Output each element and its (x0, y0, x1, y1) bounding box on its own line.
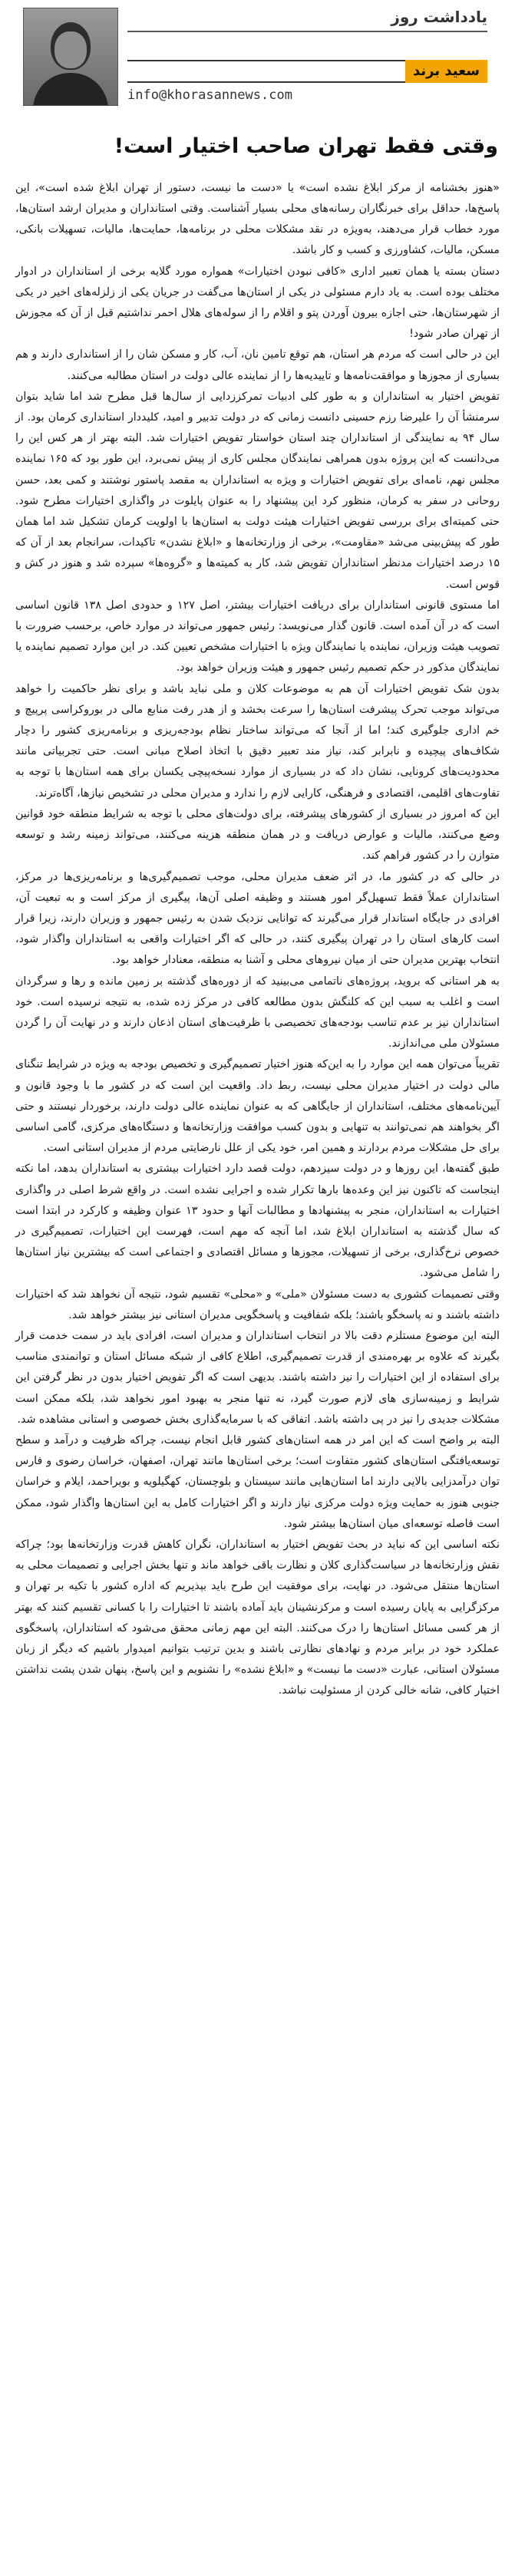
paragraph: اما مستوی قانونی استانداران برای دریافت اختیارات بیشتر، اصل ۱۲۷ و حدودی اصل ۱۳۸ قانون اساسی است که در آن آمده است. قانون گذار می‌نویسد: رئیس جمهور می‌تواند در موارد خاص، برحسب ضرورت با تصویب هیئت وزیران، نماینده یا نمایندگان ویژه با اختیارات مشخص تعیین کند. در این موارد تصمیم نماینده یا نمایندگان مذکور در حکم تصمیم رئیس جمهور و هیئت وزیران خواهد بود. (15, 599, 500, 675)
paragraph: تقریباً می‌توان همه این موارد را به این‌که هنوز اختیار تصمیم‌گیری و تخصیص بودجه به ویژه در شرایط تنگنای مالی دولت در اختیار مدیران محلی نیست، ربط داد. واقعیت این است که در کشور ما با وجود قانون و آیین‌نامه‌های مختلف، استانداران از جایگاهی که به عنوان نماینده عالی دولت دارند، برخوردار نیستند و حتی اگر بخواهند هم نمی‌توانند به تنهایی و بدون کسب موافقت وزارتخانه‌ها و دستگاه‌های مرکزی، گامی اساسی برای حل مشکلات مردم بردارند و همین امر، خود یکی از علل نارضایتی مردم از مدیران استانی است. (15, 1058, 500, 1155)
author-photo (23, 8, 118, 106)
author-name: سعید برند (405, 60, 487, 83)
paragraph: وقتی تصمیمات کشوری به دست مسئولان «ملی» و «محلی» تقسیم شود، نتیجه آن نخواهد شد که اختیارات داشته باشند و نه پاسخگو باشند؛ بلکه شفافیت و پاسخگویی مدیران استانی نیز بیشتر خواهد شد. (15, 1288, 500, 1321)
paragraph: البته بر واضح است که این امر در همه استان‌های کشور قابل انجام نیست، چراکه ظرفیت و درآمد و سطح توسعه‌یافتگی استان‌های کشور متفاوت است؛ برخی استان‌ها مانند تهران، اصفهان، خراسان رضوی و فارس توان درآمدزایی بالایی دارند اما استان‌هایی مانند سیستان و بلوچستان، کهگیلویه و بویراحمد، ایلام و خراسان جنوبی هنوز به حمایت ویژه دولت مرکزی نیاز دارند و اگر اختیارات کامل به این استان‌ها واگذار شود، ممکن است فاصله توسعه‌ای میان استان‌ها بیشتر شود. (15, 1433, 500, 1530)
author-email[interactable]: info@khorasannews.com (127, 87, 292, 103)
article-title: وقتی فقط تهران صاحب اختیار است! (114, 134, 498, 158)
column-header (12, 0, 503, 121)
section-label: یادداشت روز (391, 8, 487, 26)
photo-face (54, 31, 87, 68)
paragraph: نکته اساسی این که نباید در بحث تفویض اختیار به استانداران، نگران کاهش قدرت وزارتخانه‌ها بود؛ چراکه نقش وزارتخانه‌ها در سیاست‌گذاری کلان و نظارت باقی خواهد ماند و تنها بخش اجرایی و تصمیمات محلی به استان‌ها منتقل می‌شود. در نهایت، برای موفقیت این طرح باید بپذیریم که اداره کشور با تکیه بر تهران و مرکزگرایی به پایان رسیده است و مرکزنشینان باید آماده باشند تا اختیارات را با کسانی تقسیم کنند که بهتر از هر کسی مسائل استان‌ها را درک می‌کنند. البته این مهم زمانی محقق می‌شود که استانداران، پاسخگوی عملکرد خود در برابر مردم و نهادهای نظارتی باشند و بدین ترتیب بتوانیم امیدوار باشیم که دیگر از زبان مسئولان استانی، عبارت «دست ما نیست» و «ابلاغ نشده» را نشنویم و این پاسخ، پنهان شدن پشت نداشتن اختیار کافی، شانه خالی کردن از مسئولیت نباشد. (15, 1539, 500, 1697)
paragraph: البته این موضوع مستلزم دقت بالا در انتخاب استانداران و مدیران است، افرادی باید در سمت خدمت قرار بگیرند که علاوه بر بهره‌مندی از قدرت تصمیم‌گیری، اطلاع کافی از شبکه مسائل استان و توانمندی مناسب برای استفاده از این اختیارات را نیز داشته باشند. بدیهی است که اگر تفویض اختیار بدون در نظر گرفتن این شرایط و زمینه‌سازی های لازم صورت گیرد، نه تنها منجر به بهبود امور نخواهد شد، بلکه ممکن است مشکلات جدیدی را نیز در پی داشته باشد. اتفاقی که با سرمایه‌گذاری بخش خصوصی و استانی مشاهده شد. (15, 1329, 500, 1426)
photo-shoulders (33, 73, 108, 106)
paragraph: این که امروز در بسیاری از کشورهای پیشرفته، برای دولت‌های محلی با توجه به شرایط منطقه خود قوانین وضع می‌کنند، مالیات و عوارض دریافت و در همان منطقه هزینه می‌کنند، می‌تواند زمینه رشد و توسعه متوازن را در کشور فراهم کند. (15, 807, 500, 863)
article-body (12, 178, 503, 1702)
paragraph: بدون شک تفویض اختیارات آن هم به موضوعات کلان و ملی نباید باشد و برای نظر حاکمیت را خواهد می‌تواند موجب تحرک پیشرفت استان‌ها را سرعت بخشد و از هدر رفت منابع مالی در بوروکراسی پرپیچ و خم اداری جلوگیری کند؛ اما از آنجا که می‌تواند ساختار نظام بودجه‌ریزی و برنامه‌ریزی کشور را دچار شکاف‌های پیچیده و نابرابر کند، نیاز مند تعبیر دقیق با اتخاذ اصلاح مبانی است. حتی تجربیاتی مانند محدودیت‌های کرونایی، نشان داد که در بسیاری از موارد نسخه‌پیچی یکسان برای همه استان‌ها با توجه به تفاوت‌های اقلیمی، اقتصادی و فرهنگی، کارایی لازم را ندارد و مدیران محلی در تشخیص نیازها، آگاه‌ترند. (15, 682, 500, 800)
paragraph: تفویض اختیار به استانداران و به طور کلی ادبیات تمرکززدایی از سال‌ها قبل مطرح شد اما شاید بتوان سرمنشأ آن را علیرضا رزم حسینی دانست زمانی که در دولت تدبیر و امید، کلیددار استانداری کرمان بود. از سال ۹۴ به نمایندگی از استانداران چند استان خواستار تفویض اختیارات شد. البته بهتر از هر کس این را می‌دانست که این پروژه بدون همراهی نمایندگان مجلس کاری از پیش نمی‌برد، این طور بود که ۱۶۵ نماینده مجلس نهم، نامه‌ای برای تفویض اختیارات و ویژه به استانداران به مقصد پاستور نوشتند و کمی بعد، حسن روحانی در سفر به کرمان، منظور کرد این پیشنهاد را به عنوان پایلوت در واگذاری اختیارات مطرح شود. حتی کمیته‌ای برای بررسی تفویض اختیارات هیئت دولت به استان‌ها با اولویت کرمان تشکیل شد اما همان طور که پیش‌بینی می‌شد «مقاومت»، برخی از وزارتخانه‌ها و «ابلاغ نشدن» تاکیدات، سرانجام بعد از آن که ۱۵ درصد اختیارات مدنظر استانداران تفویض شد، کار به کمیته‌ها و «گروه‌ها» سپرده شد و هنوز در کش و قوس است. (15, 390, 500, 591)
paragraph: دستان بسته یا همان تعبیر اداری «کافی نبودن اختیارات» همواره مورد گلایه برخی از استانداران در ادوار مختلف بوده است. به یاد دارم مسئولی در یکی از استان‌ها می‌گفت در جریان یکی از زلزله‌های اخیر در یکی از شهرستان‌ها، حتی اجازه بیرون آوردن پتو و اقلام را از سوله‌های هلال احمر نداشتیم قبل از آن که مجوزش از تهران صادر شود! (15, 265, 500, 341)
author-bar (127, 60, 487, 83)
paragraph: طبق گفته‌ها، این روزها و در دولت سیزدهم، دولت قصد دارد اختیارات بیشتری به استانداران بدهد، اما نکته اینجاست که تاکنون نیز این وعده‌ها بارها تکرار شده و اجرایی نشده است. در واقع شرط اصلی در واگذاری اختیارات به استانداران، منجر به پیشنهادها و مطالبات آنها و حدود ۱۳ عنوان وظیفه و کارکرد در ابتدا است که سال گذشته به استانداران ابلاغ شد، اما آنچه که مهم است، فهرست این اختیارات، تصمیم‌گیری در خصوص نرخ‌گذاری، برخی از تسهیلات، مجوزها و مسائل اقتصادی و اجتماعی است که بیشترین نیاز استان‌ها را شامل می‌شود. (15, 1163, 500, 1280)
paragraph: به هر استانی که بروید، پروژه‌های ناتمامی می‌بینید که از دوره‌های گذشته بر زمین مانده و رها و سرگردان است و اغلب به سبب این که کلنگش بدون مطالعه کافی در مرکز زده شده، به نتیجه نرسیده است. خود استانداران نیز بر عدم تناسب بودجه‌های تخصیصی با ظرفیت‌های استان اذعان دارند و در نهایت آن را گردن مسئولان ملی می‌اندازند. (15, 975, 500, 1051)
paragraph: این در حالی است که مردم هر استان، هم توقع تامین نان، آب، کار و مسکن شان را از استانداری دارند و هم بسیاری از مجوزها و موافقت‌نامه‌ها و تاییدیه‌ها را از نماینده عالی دولت در استان مطالبه می‌کنند. (15, 348, 500, 382)
paragraph: «هنوز بخشنامه از مرکز ابلاغ نشده است» یا «دست ما نیست، دستور از تهران ابلاغ شده است»، این پاسخ‌ها، حداقل برای خبرنگاران رسانه‌های محلی بسیار آشناست. وقتی استانداران و مدیران ارشد استان‌ها، مورد خطاب قرار می‌دهند، به‌ویژه در نقد مشکلات محلی در برنامه‌ها، حمایت‌ها، مالیات، تسهیلات بانکی، مسکن، مالیات، کشاورزی و کسب و کار باشد. (15, 181, 500, 257)
header-rule (127, 31, 487, 32)
paragraph: در حالی که در کشور ما، در اثر ضعف مدیران محلی، موجب تصمیم‌گیری‌ها و برنامه‌ریزی‌ها در مرکز، استانداران عملاً فقط تسهیل‌گر امور هستند و وظیفه اصلی آن‌ها، پیگیری از مرکز است و به تبعیت آن، افرادی در جایگاه استاندار قرار می‌گیرند که توانایی نزدیک شدن به رئیس جمهور و وزیران دارند، زیرا قرار است کارهای استان را در تهران پیگیری کنند، در حالی که اگر اختیارات واقعی به استانداران واگذار شود، انتخاب بهترین مدیران حتی از میان نیروهای محلی و آشنا به منطقه، معنادار خواهد بود. (15, 870, 500, 967)
